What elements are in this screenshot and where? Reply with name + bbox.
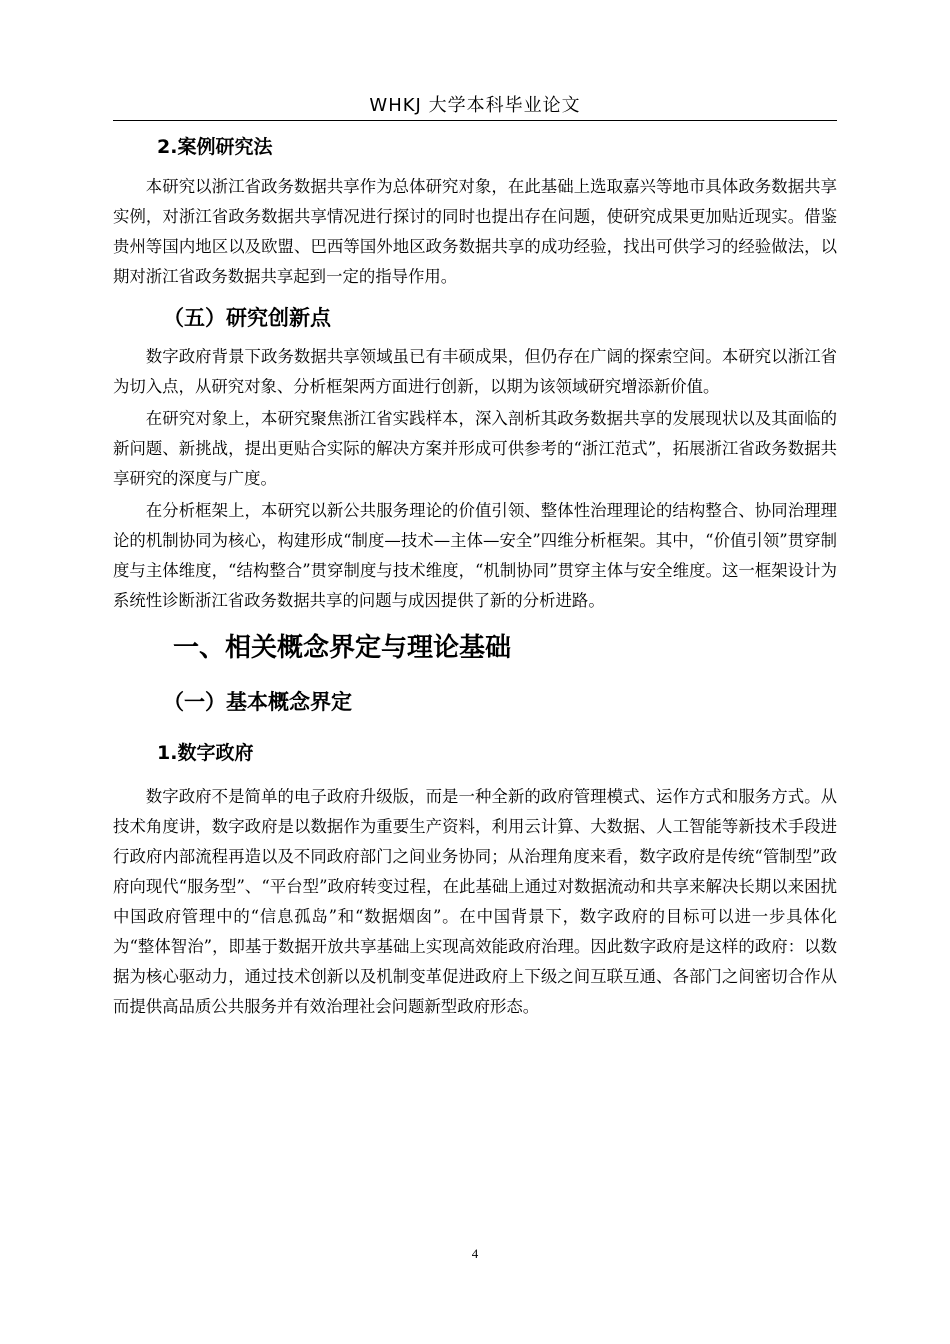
innovation-paragraph-3: 在分析框架上，本研究以新公共服务理论的价值引领、整体性治理理论的结构整合、协同治理理论的机制协同为核心，构建形成“制度—技术—主体—安全”四维分析框架。其中，“价值引领”贯穿制度与主体维度，“结构整合”贯穿制度与技术维度，“机制协同”贯穿主体与安全维度。这一框架设计为系统性诊断浙江省政务数据共享的问题与成因提供了新的分析进路。 [113, 501, 837, 610]
case-method-paragraph: 本研究以浙江省政务数据共享作为总体研究对象，在此基础上选取嘉兴等地市具体政务数据共享实例，对浙江省政务数据共享情况进行探讨的同时也提出存在问题，使研究成果更加贴近现实。借鉴贵州等国内地区以及欧盟、巴西等国外地区政务数据共享的成功经验，找出可供学习的经验做法，以期对浙江省政务数据共享起到一定的指导作用。 [113, 177, 837, 286]
document-body [113, 130, 837, 1022]
innovation-heading: （五）研究创新点 [163, 306, 331, 330]
concepts-heading: （一）基本概念界定 [163, 690, 352, 714]
digital-government-heading: 1.数字政府 [157, 742, 254, 764]
header-title: WHKJ 大学本科毕业论文 [369, 95, 581, 116]
case-method-heading: 2.案例研究法 [157, 136, 273, 158]
innovation-paragraph-1: 数字政府背景下政务数据共享领域虽已有丰硕成果，但仍存在广阔的探索空间。本研究以浙江省为切入点，从研究对象、分析框架两方面进行创新，以期为该领域研究增添新价值。 [113, 347, 837, 396]
digital-government-paragraph: 数字政府不是简单的电子政府升级版，而是一种全新的政府管理模式、运作方式和服务方式。从技术角度讲，数字政府是以数据作为重要生产资料，利用云计算、大数据、人工智能等新技术手段进行政府内部流程再造以及不同政府部门之间业务协同；从治理角度来看，数字政府是传统“管制型”政府向现代“服务型”、“平台型”政府转变过程，在此基础上通过对数据流动和共享来解决长期以来困扰中国政府管理中的“信息孤岛”和“数据烟囱”。在中国背景下，数字政府的目标可以进一步具体化为“整体智治”，即基于数据开放共享基础上实现高效能政府治理。因此数字政府是这样的政府：以数据为核心驱动力，通过技术创新以及机制变革促进政府上下级之间互联互通、各部门之间密切合作从而提供高品质公共服务并有效治理社会问题新型政府形态。 [113, 787, 837, 1016]
page-header [113, 92, 837, 121]
page-number: 4 [471, 1246, 479, 1261]
chapter-heading: 一、相关概念界定与理论基础 [173, 633, 512, 663]
innovation-paragraph-2: 在研究对象上，本研究聚焦浙江省实践样本，深入剖析其政务数据共享的发展现状以及其面临的新问题、新挑战，提出更贴合实际的解决方案并形成可供参考的“浙江范式”，拓展浙江省政务数据共享研究的深度与广度。 [113, 409, 837, 488]
